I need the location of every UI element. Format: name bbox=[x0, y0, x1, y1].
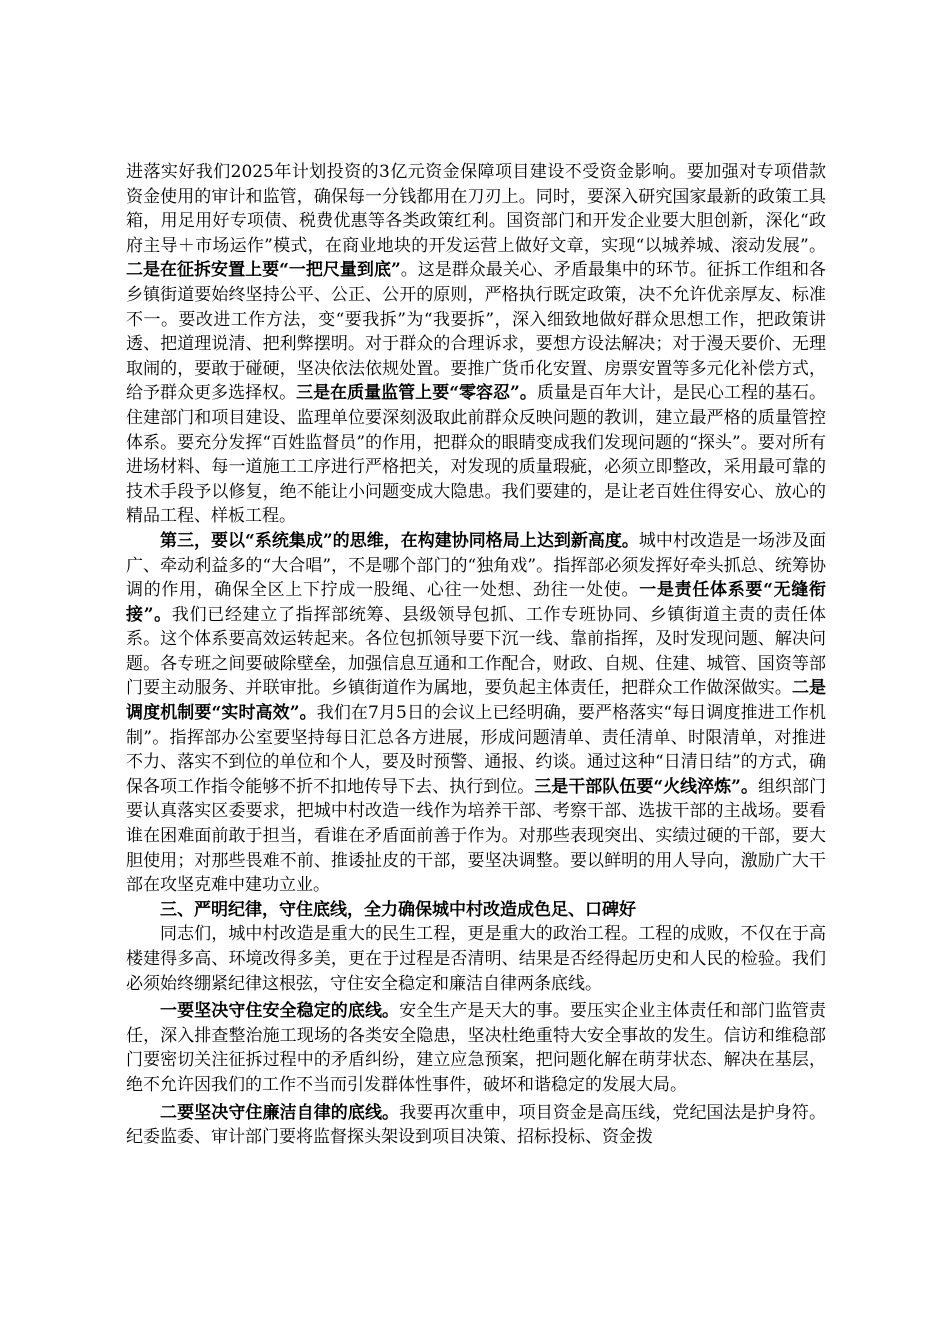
text-run: 我要再次重申，项目资金是高压线，党纪国法是护身符。纪委监委、审计部门要将监督探头架设到项目决策、招标投标、资金拨 bbox=[126, 1102, 827, 1148]
text-run: 进落实好我们2025年计划投资的3亿元资金保障项目建设不受资金影响。要加强对专项借款资金使用的审计和监管，确保每一分钱都用在刀刃上。同时，要深入研究国家最新的政策工具箱，用足用好专项债、税费优惠等各类政策红利。国资部门和开发企业要大胆创新，深化“政府主导＋市场运作”模式，在商业地块的开发运营上做好文章，实现“以城养城、滚动发展”。 bbox=[126, 162, 826, 256]
text-run: 组织部门要认真落实区委要求，把城中村改造一线作为培养干部、考察干部、选拔干部的主战场。要看谁在困难面前敢于担当，看谁在矛盾面前善于作为。对那些表现突出、实绩过硬的干部，要大胆使用；对那些畏难不前、推诿扯皮的干部，要坚决调整。要以鲜明的用人导向，激励广大干部在攻坚克难中建功立业。 bbox=[126, 776, 827, 896]
text-run: 同志们，城中村改造是重大的民生工程，更是重大的政治工程。工程的成败，不仅在于高楼建得多高、环境改得多美，更在于过程是否清明、结果是否经得起历史和人民的检验。我们必须始终绷紧纪律这根弦，守住安全稳定和廉洁自律两条底线。 bbox=[126, 924, 826, 994]
bold-run: 三是在质量监管上要“零容忍”。 bbox=[296, 383, 537, 404]
text-run: 安全生产是天大的事。要压实企业主体责任和部门监管责任，深入排查整治施工现场的各类安全隐患，坚决杜绝重特大安全事故的发生。信访和维稳部门要密切关注征拆过程中的矛盾纠纷，建立应急预案，把问题化解在萌芽状态、解决在基层，绝不允许因我们的工作不当而引发群体性事件，破坏和谐稳定的发展大局。 bbox=[126, 1001, 827, 1095]
bold-run: 二是调度机制要“实时高效”。 bbox=[126, 678, 827, 724]
paragraph-safety-baseline bbox=[126, 999, 826, 1097]
text-run: 我们已经建立了指挥部统筹、县级领导包抓、工作专班协同、乡镇街道主责的责任体系。这个体系要高效运转起来。各位包抓领导要下沉一线、靠前指挥，及时发现问题、解决问题。各专班之间要破除壁垒，加强信息互通和工作配合，财政、自规、住建、城管、国资等部门要主动服务、并联审批。乡镇街道作为属地，要负起主体责任，把群众工作做深做实。 bbox=[126, 604, 826, 699]
bold-run: 二是在征拆安置上要“一把尺量到底” bbox=[126, 260, 401, 281]
section-heading-text: 三、严明纪律，守住底线，全力确保城中村改造成色足、口碑好 bbox=[160, 899, 636, 920]
text-run: 我们在7月5日的会议上已经明确，要严格落实“每日调度推进工作机制”。指挥部办公室要坚持每日汇总各方进展，形成问题清单、责任清单、时限清单，对推进不力、落实不到位的单位和个人，要及时预警、通报、约谈。通过这种“日清日结”的方式，确保各项工作指令能够不折不扣地传导下去、执行到位。 bbox=[126, 703, 826, 797]
paragraph-funding-and-relocation bbox=[126, 160, 826, 529]
bold-run: 三是干部队伍要“火线淬炼”。 bbox=[534, 776, 758, 797]
section-heading-discipline bbox=[126, 898, 826, 923]
bold-run: 一是责任体系要“无缝衔接”。 bbox=[126, 580, 827, 625]
text-run: 。这是群众最关心、矛盾最集中的环节。征拆工作组和各乡镇街道要始终坚持公平、公正、公开的原则，严格执行既定政策，决不允许优亲厚友、标准不一。要改进工作方法，变“要我拆”为“我要拆”，深入细致地做好群众思想工作，把政策讲透、把道理说清、把利弊摆明。对于群众的合理诉求，要想方设法解决；对于漫天要价、无理取闹的，要敢于碰硬，坚决依法依规处置。要推广货币化安置、房票安置等多元化补偿方式，给予群众更多选择权。 bbox=[126, 260, 827, 404]
bold-run: 第三，要以“系统集成”的思维，在构建协同格局上达到新高度。 bbox=[160, 530, 639, 551]
document-page bbox=[126, 160, 826, 1150]
paragraph-comrades-intro bbox=[126, 922, 826, 996]
text-run: 质量是百年大计，是民心工程的基石。住建部门和项目建设、监理单位要深刻汲取此前群众反映问题的教训，建立最严格的质量管控体系。要充分发挥“百姓监督员”的作用，把群众的眼睛变成我们发现问题的“探头”。要对所有进场材料、每一道施工工序进行严格把关，对发现的质量瑕疵，必须立即整改，采用最可靠的技术手段予以修复，绝不能让小问题变成大隐患。我们要建的，是让老百姓住得安心、放心的精品工程、样板工程。 bbox=[126, 383, 826, 527]
text-run: 城中村改造是一场涉及面广、牵动利益多的“大合唱”，不是哪个部门的“独角戏”。指挥部必须发挥好牵头抓总、统筹协调的作用，确保全区上下拧成一股绳、心往一处想、劲往一处使。 bbox=[126, 530, 827, 601]
paragraph-system-integration bbox=[126, 529, 826, 898]
bold-run: 二要坚决守住廉洁自律的底线。 bbox=[160, 1102, 400, 1123]
bold-run: 一要坚决守住安全稳定的底线。 bbox=[160, 1001, 400, 1022]
paragraph-integrity-baseline bbox=[126, 1101, 826, 1150]
